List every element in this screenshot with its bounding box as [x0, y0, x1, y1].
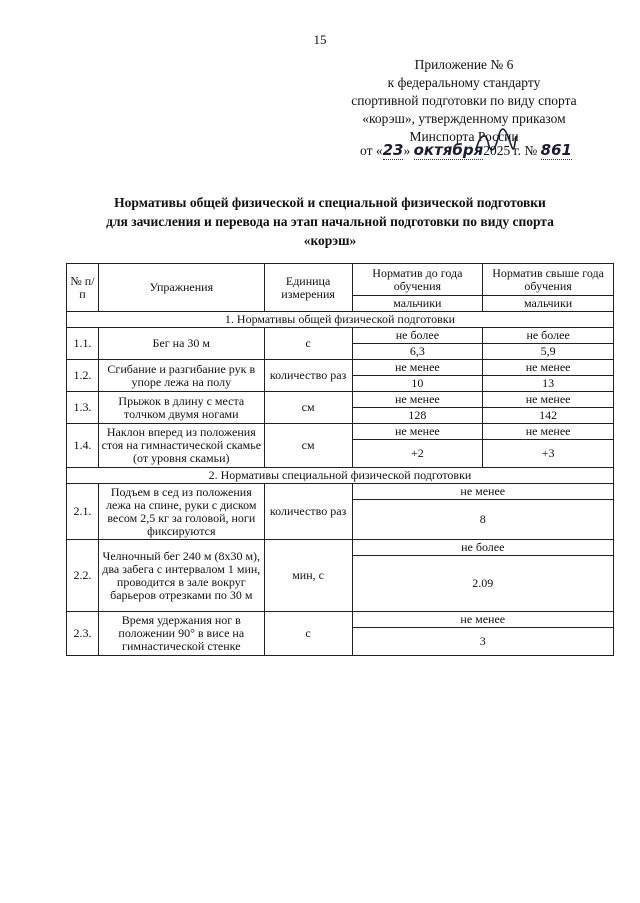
row-qualifier-1: не более	[352, 328, 483, 344]
row-qualifier: не более	[352, 540, 613, 556]
row-value-1: +2	[352, 440, 483, 468]
row-num: 1.2.	[67, 360, 99, 392]
order-month: октября	[413, 141, 484, 159]
header-up-to-year: Норматив до года обучения	[352, 264, 483, 296]
row-num: 2.2.	[67, 540, 99, 612]
annex-line-3: спортивной подготовки по виду спорта	[351, 93, 577, 108]
norms-table	[66, 263, 614, 656]
annex-line-5: Минспорта России	[409, 129, 519, 144]
row-value: 2.09	[352, 556, 613, 612]
row-qualifier-1: не менее	[352, 360, 483, 376]
table-row	[67, 484, 614, 500]
row-value-2: 142	[483, 408, 614, 424]
row-unit: с	[264, 612, 352, 656]
row-value: 3	[352, 628, 613, 656]
annex-line-2: к федеральному стандарту	[387, 75, 541, 90]
row-value-2: 5,9	[483, 344, 614, 360]
row-qualifier-2: не менее	[483, 360, 614, 376]
row-exercise: Подъем в сед из положения лежа на спине, руки с диском весом 2,5 кг за головой, ноги фиксируются	[98, 484, 264, 540]
row-unit: мин, с	[264, 540, 352, 612]
row-qualifier: не менее	[352, 484, 613, 500]
row-qualifier: не менее	[352, 612, 613, 628]
header-unit: Единица измерения	[264, 264, 352, 312]
table-row	[67, 540, 614, 556]
row-unit: с	[264, 328, 352, 360]
row-num: 2.3.	[67, 612, 99, 656]
row-qualifier-1: не менее	[352, 392, 483, 408]
annex-line-4: «корэш», утвержденному приказом	[362, 111, 566, 126]
table-row	[67, 612, 614, 628]
title-line-3: «корэш»	[303, 233, 357, 248]
table-row	[67, 328, 614, 344]
row-qualifier-2: не более	[483, 328, 614, 344]
row-exercise: Челночный бег 240 м (8х30 м), два забега с интервалом 1 мин, проводится в зале вокруг барьеров отрезками по 30 м	[98, 540, 264, 612]
order-number: 861	[540, 141, 572, 159]
table-row	[67, 392, 614, 408]
table-row	[67, 360, 614, 376]
row-value-1: 6,3	[352, 344, 483, 360]
page-number: 15	[313, 32, 327, 47]
row-num: 1.4.	[67, 424, 99, 468]
row-exercise: Время удержания ног в положении 90° в висе на гимнастической стенке	[98, 612, 264, 656]
row-value: 8	[352, 500, 613, 540]
row-unit: количество раз	[264, 484, 352, 540]
row-qualifier-1: не менее	[352, 424, 483, 440]
row-exercise: Сгибание и разгибание рук в упоре лежа на полу	[98, 360, 264, 392]
order-line	[360, 141, 630, 160]
annex-block	[324, 56, 604, 146]
row-unit: см	[264, 392, 352, 424]
header-num: № п/п	[67, 264, 99, 312]
row-value-2: +3	[483, 440, 614, 468]
order-year: 2025 г. №	[483, 143, 541, 158]
row-exercise: Прыжок в длину с места толчком двумя ногами	[98, 392, 264, 424]
row-value-1: 128	[352, 408, 483, 424]
title-line-1: Нормативы общей физической и специальной физической подготовки	[114, 195, 546, 210]
row-unit: количество раз	[264, 360, 352, 392]
title-line-2: для зачисления и перевода на этап начальной подготовки по виду спорта	[106, 214, 554, 229]
order-prefix: от «	[360, 143, 383, 158]
table-row	[67, 424, 614, 440]
row-qualifier-2: не менее	[483, 392, 614, 408]
row-value-2: 13	[483, 376, 614, 392]
row-unit: см	[264, 424, 352, 468]
row-exercise: Наклон вперед из положения стоя на гимнастической скамье (от уровня скамьи)	[98, 424, 264, 468]
order-mid: »	[403, 143, 414, 158]
row-num: 1.1.	[67, 328, 99, 360]
order-day: 23	[382, 141, 404, 159]
section-2-title: 2. Нормативы специальной физической подготовки	[67, 468, 614, 484]
row-qualifier-2: не менее	[483, 424, 614, 440]
row-num: 1.3.	[67, 392, 99, 424]
row-num: 2.1.	[67, 484, 99, 540]
header-over-year: Норматив свыше года обучения	[483, 264, 614, 296]
row-exercise: Бег на 30 м	[98, 328, 264, 360]
header-boys-1: мальчики	[352, 296, 483, 312]
section-1-title: 1. Нормативы общей физической подготовки	[67, 312, 614, 328]
header-boys-2: мальчики	[483, 296, 614, 312]
header-exercise: Упражнения	[98, 264, 264, 312]
row-value-1: 10	[352, 376, 483, 392]
annex-line-1: Приложение № 6	[414, 57, 514, 72]
document-title	[60, 193, 600, 250]
